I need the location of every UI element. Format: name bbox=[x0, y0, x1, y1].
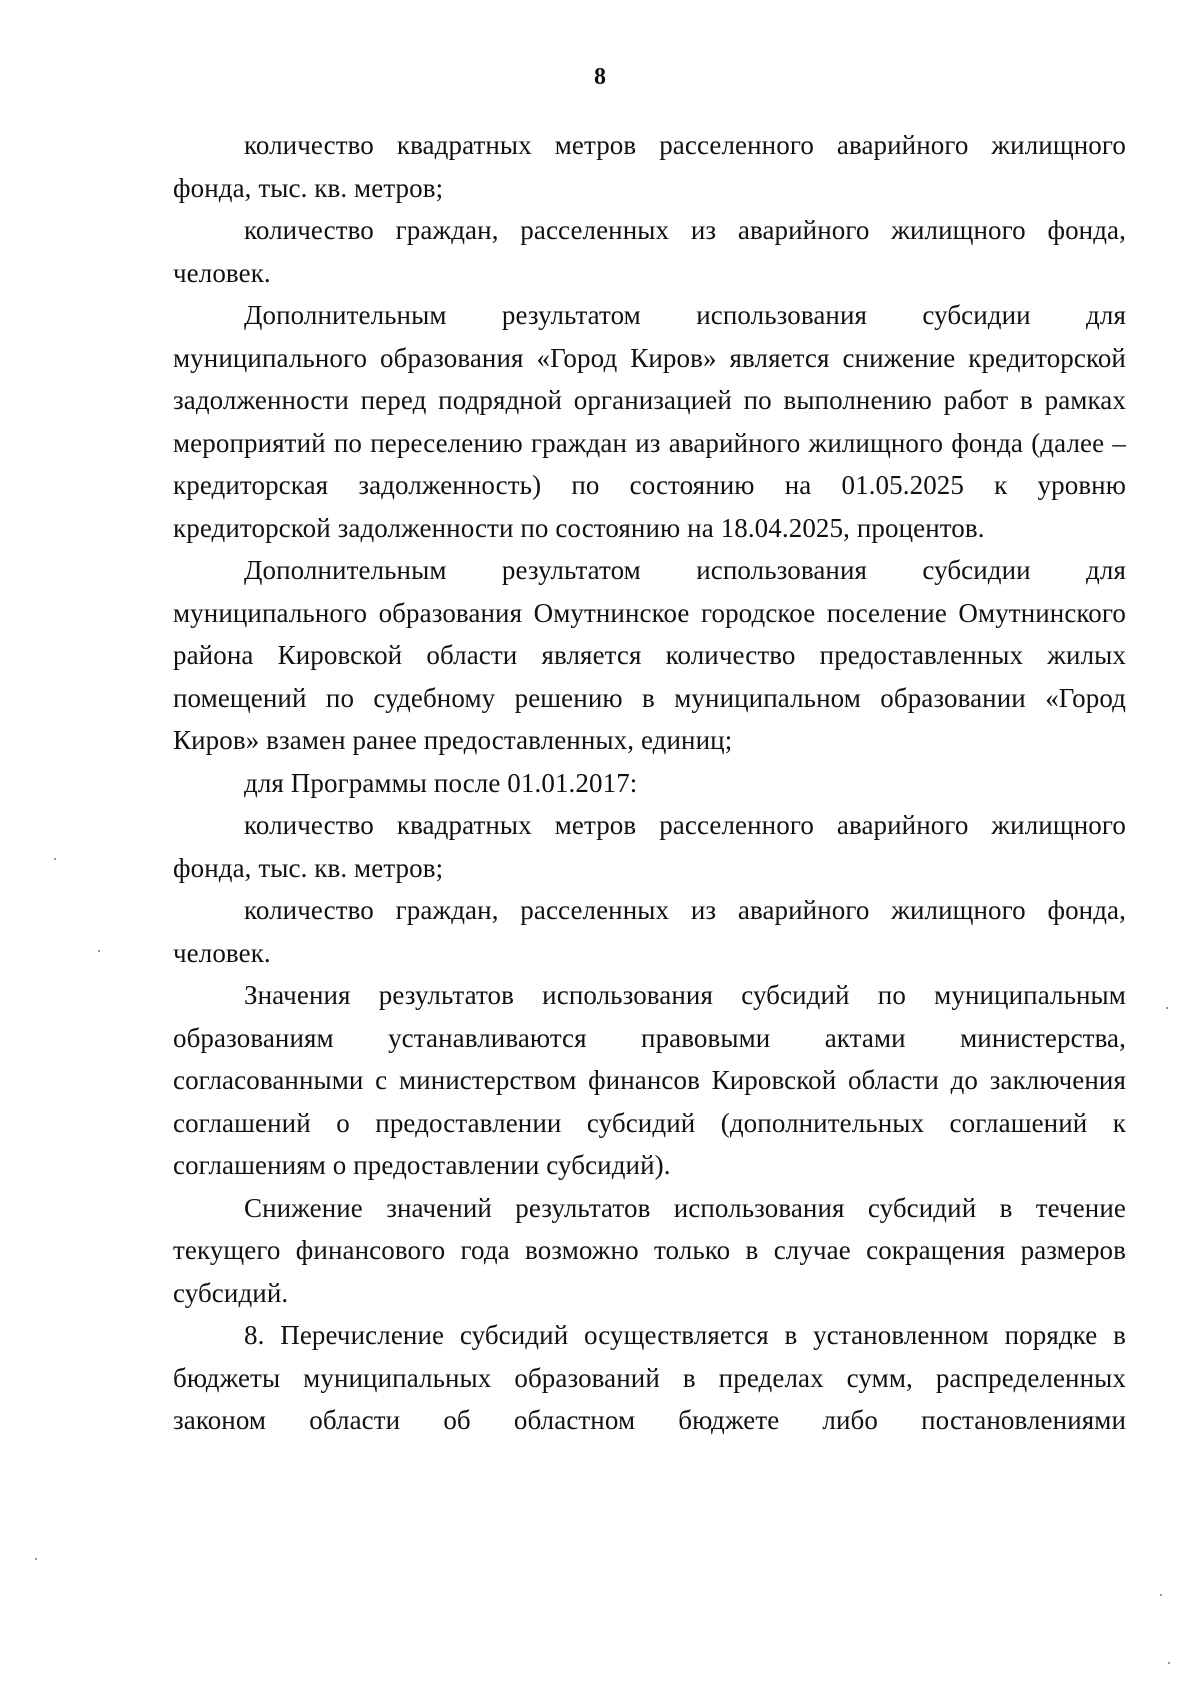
paragraph-10: 8. Перечисление субсидий осуществляется в установленном порядке в бюджеты муниципальных образований в пределах сумм, распределенных законом области об областном бюджете либо постановлениями bbox=[173, 1320, 1126, 1435]
page-number: 8 bbox=[594, 64, 606, 90]
paragraph-8: Значения результатов использования субсидий по муниципальным образованиям устанавливаются правовыми актами министерства, согласованными с министерством финансов Кировской области до заключения соглашений о предоставлении субсидий (дополнительных соглашений к соглашениям о предоставлении субсидий). bbox=[173, 980, 1126, 1180]
scan-speck bbox=[35, 1558, 37, 1560]
paragraph-4: Дополнительным результатом использования субсидии для муниципального образования Омутнинское городское поселение Омутнинского района Кировской области является количество предоставленных жилых помещений по судебному решению в муниципальном образовании «Город Киров» взамен ранее предоставленных, единиц; bbox=[173, 555, 1126, 755]
paragraph-7: количество граждан, расселенных из аварийного жилищного фонда, человек. bbox=[173, 895, 1126, 968]
scan-speck bbox=[54, 858, 56, 860]
paragraph-1: количество квадратных метров расселенного аварийного жилищного фонда, тыс. кв. метров; bbox=[173, 130, 1126, 203]
paragraph-6: количество квадратных метров расселенного аварийного жилищного фонда, тыс. кв. метров; bbox=[173, 810, 1126, 883]
document-body bbox=[173, 124, 1126, 1442]
scan-speck bbox=[1166, 1007, 1168, 1009]
scan-speck bbox=[1168, 1662, 1170, 1664]
paragraph-9: Снижение значений результатов использования субсидий в течение текущего финансового года возможно только в случае сокращения размеров субсидий. bbox=[173, 1192, 1126, 1308]
paragraph-2: количество граждан, расселенных из аварийного жилищного фонда, человек. bbox=[173, 215, 1126, 288]
paragraph-3: Дополнительным результатом использования субсидии для муниципального образования «Город Киров» является снижение кредиторской задолженности перед подрядной организацией по выполнению работ в рамках мероприятий по переселению граждан из аварийного жилищного фонда (далее – кредиторская задолженность) по состоянию на 01.05.2025 к уровню кредиторской задолженности по состоянию на 18.04.2025, процентов. bbox=[173, 300, 1126, 543]
paragraph-5: для Программы после 01.01.2017: bbox=[244, 767, 638, 798]
scan-speck bbox=[1160, 1594, 1162, 1596]
scan-speck bbox=[98, 950, 100, 952]
